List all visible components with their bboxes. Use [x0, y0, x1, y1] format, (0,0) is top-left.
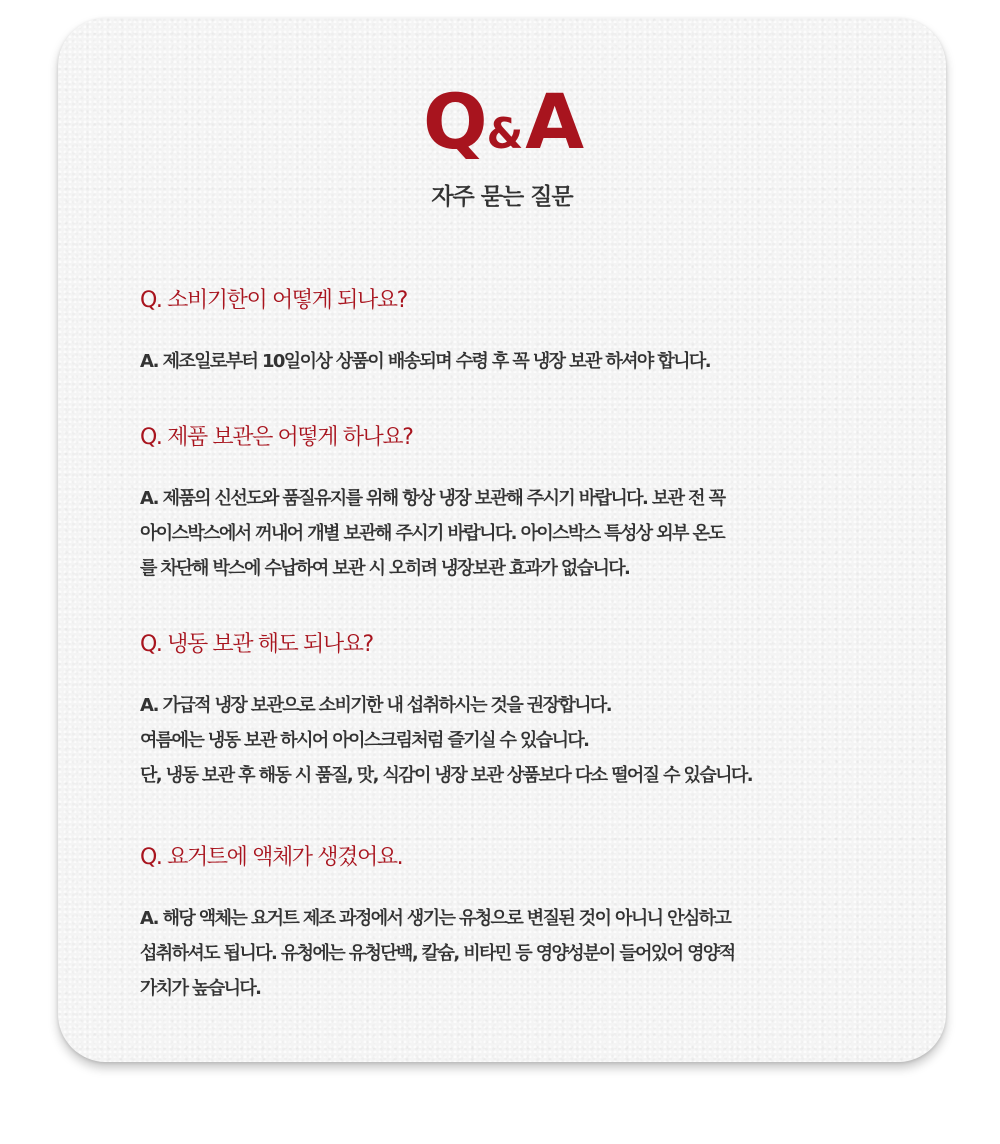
faq-answer-line: 여름에는 냉동 보관 하시어 아이스크림처럼 즐기실 수 있습니다. [140, 730, 589, 751]
faq-answer [140, 344, 880, 379]
faq-answer-line: A. 제조일로부터 10일이상 상품이 배송되며 수령 후 꼭 냉장 보관 하셔야 합니다. [140, 351, 710, 372]
faq-item-freezing [140, 630, 880, 793]
faq-answer [140, 481, 880, 586]
faq-answer-line: A. 가급적 냉장 보관으로 소비기한 내 섭취하시는 것을 권장합니다. [140, 695, 611, 716]
faq-question: Q. 요거트에 액체가 생겼어요. [140, 845, 403, 870]
faq-answer-line: 가치가 높습니다. [140, 978, 261, 999]
faq-answer [140, 688, 880, 793]
page-subtitle: 자주 묻는 질문 [431, 184, 573, 210]
logo-q: Q [422, 77, 485, 166]
faq-question: Q. 제품 보관은 어떻게 하나요? [140, 425, 413, 450]
faq-item-shelf-life [140, 286, 880, 379]
logo-ampersand: & [486, 109, 524, 158]
faq-question: Q. 소비기한이 어떻게 되나요? [140, 288, 407, 313]
logo-a: A [525, 77, 582, 166]
faq-answer-line: 아이스박스에서 꺼내어 개별 보관해 주시기 바랍니다. 아이스박스 특성상 외부 온도 [140, 523, 725, 544]
faq-item-storage [140, 423, 880, 586]
faq-answer-line: 단, 냉동 보관 후 해동 시 품질, 맛, 식감이 냉장 보관 상품보다 다소 떨어질 수 있습니다. [140, 765, 752, 786]
faq-answer-line: 를 차단해 박스에 수납하여 보관 시 오히려 냉장보관 효과가 없습니다. [140, 558, 630, 579]
faq-question: Q. 냉동 보관 해도 되나요? [140, 632, 373, 657]
faq-answer-line: 섭취하셔도 됩니다. 유청에는 유청단백, 칼슘, 비타민 등 영양성분이 들어있어 영양적 [140, 943, 735, 964]
faq-item-liquid [140, 843, 880, 1006]
faq-card [58, 18, 946, 1062]
faq-answer [140, 901, 880, 1006]
faq-answer-line: A. 제품의 신선도와 품질유지를 위해 항상 냉장 보관해 주시기 바랍니다. 보관 전 꼭 [140, 488, 725, 509]
qna-logo [58, 77, 946, 166]
faq-answer-line: A. 해당 액체는 요거트 제조 과정에서 생기는 유청으로 변질된 것이 아니니 안심하고 [140, 908, 731, 929]
